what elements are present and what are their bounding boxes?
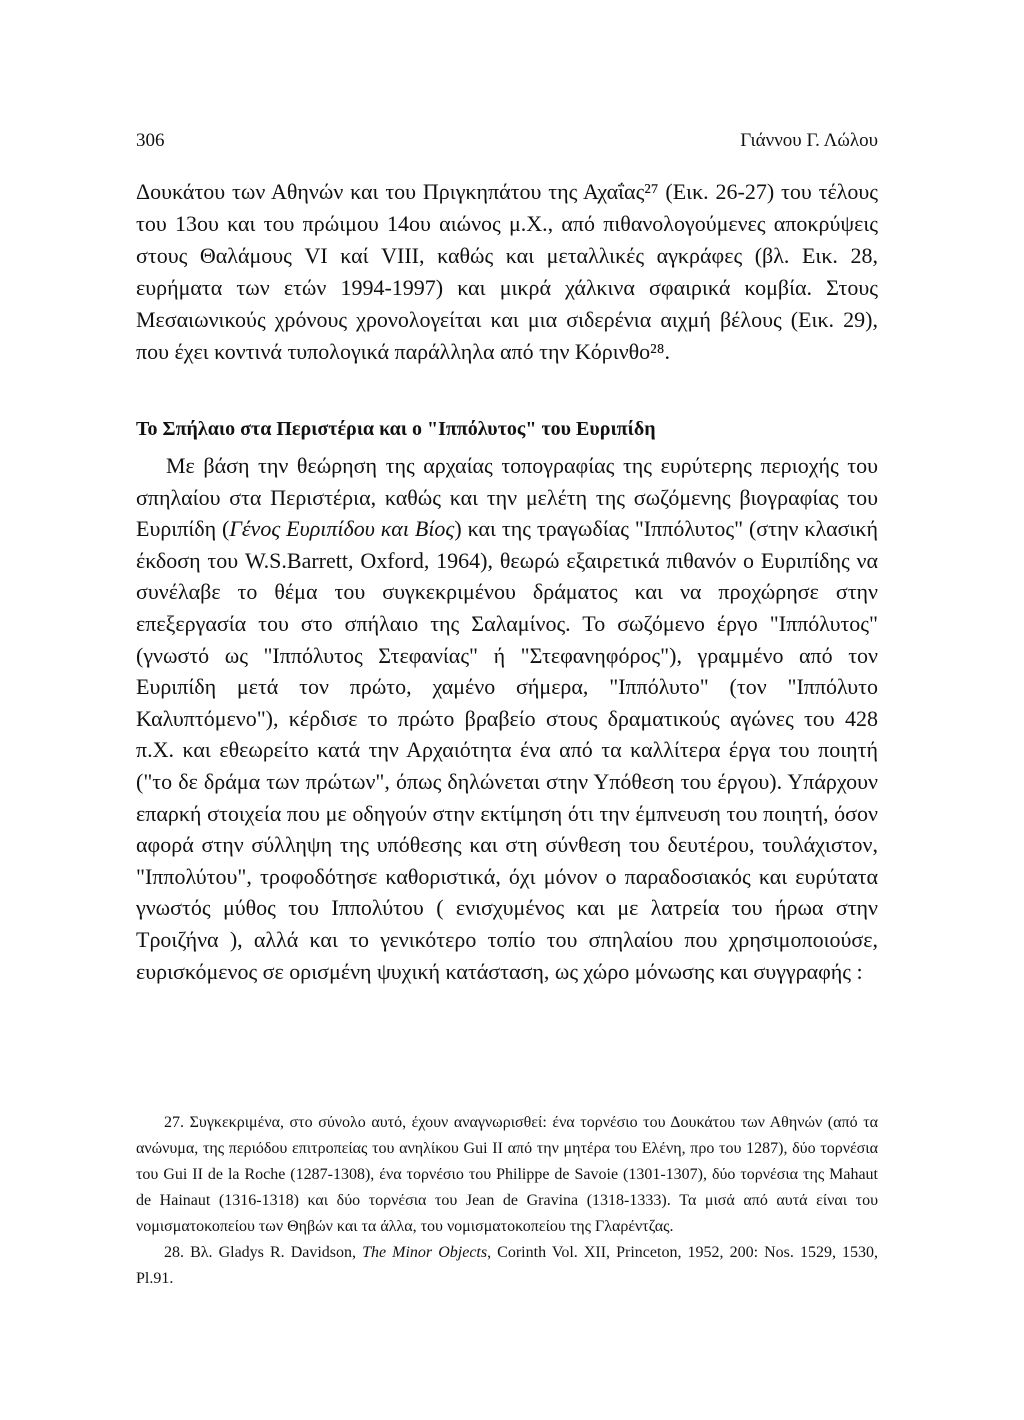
main-paragraph — [136, 450, 878, 987]
main-paragraph-part2: ) και της τραγωδίας "Ιππόλυτος" (στην κλασική έκδοση του W.S.Barrett, Oxford, 1964), θεωρώ εξαιρετικά πιθανόν ο Ευριπίδης να συνέλαβε το θέμα του συγκεκριμένου δράματος και να προχώρησε στην επεξεργασία του στο σπήλαιο της Σαλαμίνος. Το σωζόμενο έργο "Ιππόλυτος" (γνωστό ως "Ιππόλυτος Στεφανίας" ή "Στεφανηφόρος"), γραμμένο από τον Ευριπίδη μετά τον πρώτο, χαμένο σήμερα, "Ιππόλυτο" (τον "Ιππόλυτο Καλυπτόμενο"), κέρδισε το πρώτο βραβείο στους δραματικούς αγώνες του 428 π.Χ. και εθεωρείτο κατά την Αρχαιότητα ένα από τα καλλίτερα έργα του ποιητή ("το δε δράμα των πρώτων", όπως δηλώνεται στην Υπόθεση του έργου). Υπάρχουν επαρκή στοιχεία που με οδηγούν στην εκτίμηση ότι την έμπνευση του ποιητή, όσον αφορά στην σύλληψη της υπόθεσης και στη σύνθεση του δευτέρου, τουλάχιστον, "Ιππολύτου", τροφοδότησε καθοριστικά, όχι μόνον ο παραδοσιακός και ευρύτατα γνωστός μύθος του Ιππολύτου ( ενισχυμένος και με λατρεία του ήρωα στην Τροιζήνα ), αλλά και το γενικότερο τοπίο του σπηλαίου που χρησιμοποιούσε, ευρισκόμενος σε ορισμένη ψυχική κατάσταση, ως χώρο μόνωσης και συγγραφής : — [136, 516, 879, 984]
running-author: Γιάννου Γ. Λώλου — [740, 130, 878, 151]
footnote-28-part2: , Corinth Vol. XII, Princeton, 1952, 200: Nos. 1529, 1530, Pl.91. — [136, 1244, 879, 1287]
footnotes — [136, 1110, 878, 1292]
footnote-28 — [136, 1240, 878, 1292]
section-heading: Το Σπήλαιο στα Περιστέρια και ο "Ιππόλυτος" του Ευριπίδη — [136, 418, 656, 440]
main-paragraph-part1: Με βάση την θεώρηση της αρχαίας τοπογραφίας της ευρύτερης περιοχής του σπηλαίου στα Περιστέρια, καθώς και την μελέτη της σωζόμενης βιογραφίας του Ευριπίδη ( — [136, 453, 878, 542]
running-header — [136, 130, 878, 156]
page-number: 306 — [136, 130, 165, 151]
main-paragraph-italic-title: Γένος Ευριπίδου και Βίος — [229, 516, 455, 542]
intro-paragraph: Δουκάτου των Αθηνών και του Πριγκηπάτου της Αχαΐας²⁷ (Εικ. 26-27) του τέλους του 13ου και του πρώιμου 14ου αιώνος μ.Χ., από πιθανολογούμενες αποκρύψεις στους Θαλάμους VI καί VIII, καθώς και μεταλλικές αγκράφες (βλ. Εικ. 28, ευρήματα των ετών 1994-1997) και μικρά χάλκινα σφαιρικά κομβία. Στους Μεσαιωνικούς χρόνους χρονολογείται και μια σιδερένια αιχμή βέλους (Εικ. 29), που έχει κοντινά τυπολογικά παράλληλα από την Κόρινθο²⁸. — [136, 179, 878, 364]
footnote-28-italic-title: The Minor Objects — [362, 1244, 488, 1261]
footnote-28-part1: 28. Βλ. Gladys R. Davidson, — [164, 1244, 363, 1261]
footnote-27: 27. Συγκεκριμένα, στο σύνολο αυτό, έχουν αναγνωρισθεί: ένα τορνέσιο του Δουκάτου των Αθηνών (από τα ανώνυμα, της περιόδου επιτροπείας του ανηλίκου Gui II από την μητέρα του Ελένη, προ του 1287), δύο τορνέσια του Gui II de la Roche (1287-1308), ένα τορνέσιο του Philippe de Savoie (1301-1307), δύο τορνέσια της Mahaut de Hainaut (1316-1318) και δύο τορνέσια του Jean de Gravina (1318-1333). Τα μισά από αυτά είναι του νομισματοκοπείου των Θηβών και τα άλλα, του νομισματοκοπείου της Γλαρέντζας. — [136, 1114, 878, 1235]
intro-paragraph-block — [136, 176, 878, 368]
